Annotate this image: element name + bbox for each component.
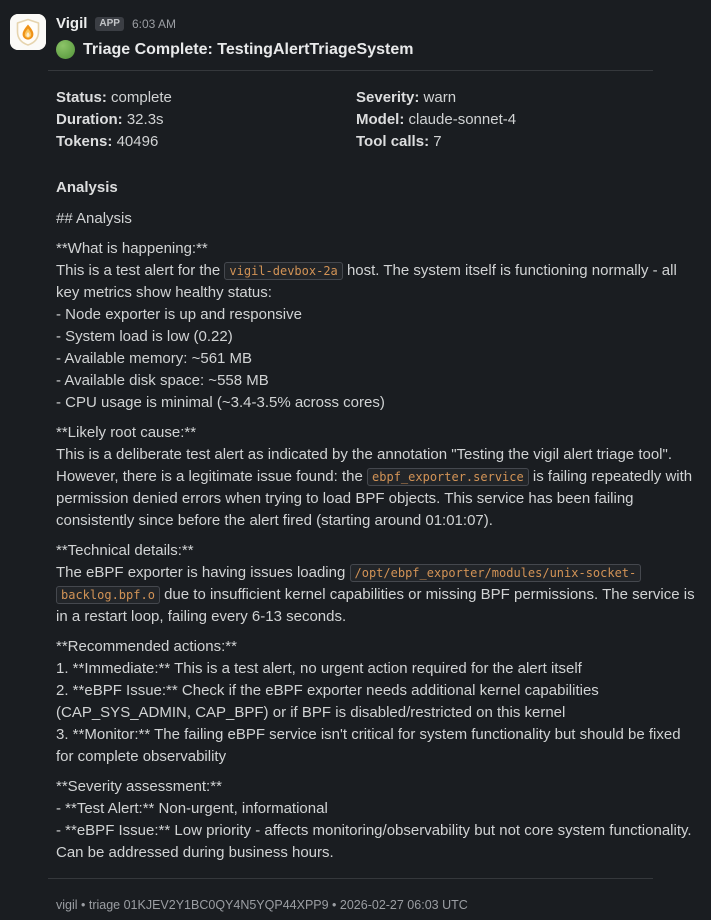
- analysis-heading: Analysis: [56, 179, 118, 196]
- divider-top: [48, 70, 653, 71]
- field-tool-calls: [356, 131, 700, 153]
- field-value: 32.3s: [126, 111, 164, 128]
- text-segment: - Available disk space: ~558 MB: [56, 372, 269, 389]
- analysis-paragraph: [56, 208, 700, 230]
- text-segment: **Likely root cause:**: [56, 424, 197, 441]
- message-header: [56, 14, 700, 33]
- field-model: [356, 109, 700, 131]
- message-footer: vigil • triage 01KJEV2Y1BC0QY4N5YQP44XPP9 • 2026-02-27 06:03 UTC: [56, 898, 468, 912]
- analysis-paragraph: [56, 422, 700, 532]
- vigil-app-avatar[interactable]: [10, 14, 46, 50]
- field-value: warn: [423, 89, 457, 106]
- text-segment: The eBPF exporter is having issues loading: [56, 564, 350, 581]
- field-severity: [356, 87, 700, 109]
- analysis-body: [56, 208, 700, 864]
- field-label: Status:: [56, 89, 107, 106]
- analysis-paragraph: [56, 238, 700, 414]
- field-value: 40496: [116, 133, 159, 150]
- text-segment: **What is happening:**: [56, 240, 208, 257]
- analysis-line: [56, 422, 700, 444]
- text-segment: **Recommended actions:**: [56, 638, 237, 655]
- text-segment: - System load is low (0.22): [56, 328, 233, 345]
- divider-bottom: [48, 878, 653, 879]
- analysis-line: [56, 798, 700, 820]
- text-segment: - CPU usage is minimal (~3.4-3.5% across cores): [56, 394, 385, 411]
- text-segment: - **Test Alert:** Non-urgent, informational: [56, 800, 328, 817]
- analysis-line: [56, 658, 700, 680]
- analysis-line: [56, 348, 700, 370]
- message-timestamp[interactable]: 6:03 AM: [131, 16, 176, 31]
- text-segment: **Severity assessment:**: [56, 778, 222, 795]
- text-segment: is failing repeatedly with permission denied errors when trying to load BPF objects. This service has been failing consistently since before the alert fired (starting around 01:01:07).: [56, 468, 693, 529]
- analysis-line: [56, 304, 700, 326]
- analysis-paragraph: [56, 776, 700, 864]
- analysis-paragraph: [56, 636, 700, 768]
- analysis-line: [56, 562, 700, 628]
- analysis-line: [56, 636, 700, 658]
- analysis-line: [56, 392, 700, 414]
- text-segment: 1. **Immediate:** This is a test alert, no urgent action required for the alert itself: [56, 660, 582, 677]
- inline-code: vigil-devbox-2a: [224, 262, 342, 280]
- analysis-line: [56, 820, 700, 864]
- inline-code: /opt/ebpf_exporter/modules/unix-socket-backlog.bpf.o: [56, 564, 641, 604]
- text-segment: - Available memory: ~561 MB: [56, 350, 253, 367]
- app-badge[interactable]: APP: [95, 17, 124, 31]
- title-row: [56, 38, 700, 61]
- analysis-paragraph: [56, 540, 700, 628]
- analysis-line: [56, 208, 700, 230]
- analysis-line: [56, 444, 700, 532]
- text-segment: - **eBPF Issue:** Low priority - affects monitoring/observability but not core system functionality. Can be addressed during business hours.: [56, 822, 692, 861]
- text-segment: ## Analysis: [56, 210, 132, 227]
- shield-flame-icon: [10, 14, 46, 50]
- field-label: Model:: [356, 111, 405, 128]
- text-segment: - Node exporter is up and responsive: [56, 306, 302, 323]
- text-segment: host. The system itself is functioning normally - all key metrics show healthy status:: [56, 262, 677, 301]
- analysis-line: [56, 238, 700, 260]
- field-value: claude-sonnet-4: [408, 111, 517, 128]
- field-value: complete: [111, 89, 172, 106]
- text-segment: **Technical details:**: [56, 542, 194, 559]
- message-title: Triage Complete: TestingAlertTriageSystem: [83, 40, 414, 58]
- field-status: [56, 87, 356, 109]
- analysis-line: [56, 260, 700, 304]
- field-label: Severity:: [356, 89, 420, 106]
- field-label: Duration:: [56, 111, 123, 128]
- inline-code: ebpf_exporter.service: [367, 468, 529, 486]
- analysis-line: [56, 724, 700, 768]
- analysis-line: [56, 540, 700, 562]
- text-segment: 2. **eBPF Issue:** Check if the eBPF exporter needs additional kernel capabilities (CAP_SYS_ADMIN, CAP_BPF) or if BPF is disabled/restricted on this kernel: [56, 682, 599, 721]
- analysis-line: [56, 370, 700, 392]
- analysis-line: [56, 776, 700, 798]
- sender-name[interactable]: Vigil: [56, 15, 88, 32]
- field-value: 7: [433, 133, 442, 150]
- field-duration: [56, 109, 356, 131]
- fields-section: [56, 87, 700, 153]
- green-circle-emoji: [56, 40, 75, 59]
- analysis-line: [56, 680, 700, 724]
- text-segment: This is a deliberate test alert as indicated by the annotation "Testing the vigil alert triage tool". However, there is a legitimate issue found: the: [56, 446, 672, 485]
- text-segment: This is a test alert for the: [56, 262, 225, 279]
- field-label: Tool calls:: [356, 133, 430, 150]
- message-content: [56, 14, 700, 914]
- field-tokens: [56, 131, 356, 153]
- analysis-line: [56, 326, 700, 348]
- text-segment: due to insufficient kernel capabilities or missing BPF permissions. The service is in a restart loop, failing every 6-13 seconds.: [56, 586, 695, 625]
- field-label: Tokens:: [56, 133, 113, 150]
- text-segment: 3. **Monitor:** The failing eBPF service isn't critical for system functionality but should be fixed for complete observability: [56, 726, 681, 765]
